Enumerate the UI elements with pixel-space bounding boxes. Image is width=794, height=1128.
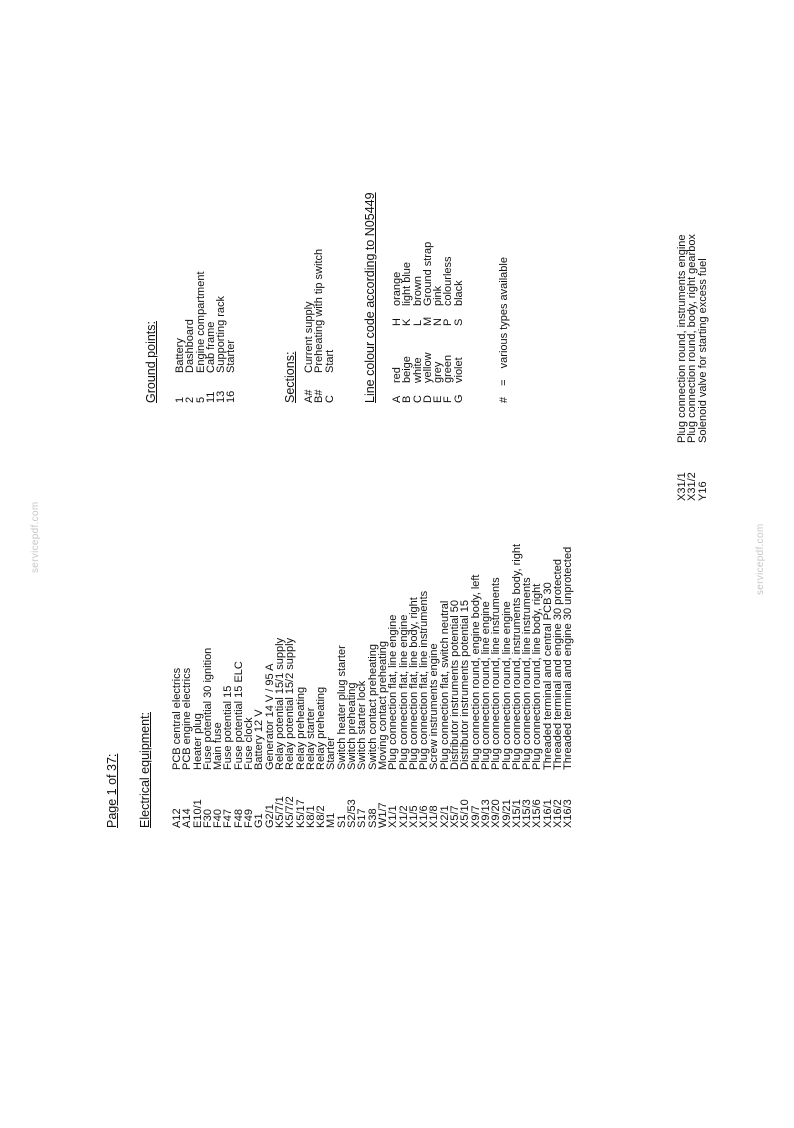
item-code: A14 xyxy=(181,808,194,828)
item-code: K8/2 xyxy=(315,805,328,828)
colour-name: black xyxy=(452,280,465,306)
item-code: W1/7 xyxy=(376,802,389,828)
item-code: 2 xyxy=(184,396,197,403)
section-item xyxy=(325,249,335,403)
item-description: Plug connection flat, switch neutral xyxy=(438,600,451,770)
note-text: various types available xyxy=(498,257,510,369)
item-description: Plug connection flat, line body, right xyxy=(407,597,420,770)
item-code: X1/1 xyxy=(387,805,400,828)
item-description: Plug connection round, line engine xyxy=(479,601,492,770)
item-code: 5 xyxy=(194,396,207,403)
sections-heading: Sections: xyxy=(283,351,297,403)
item-description: Start xyxy=(323,349,336,373)
equipment-item xyxy=(244,544,254,828)
line-colour-code-list xyxy=(392,242,464,403)
item-description: Plug connection round, instruments engine xyxy=(676,234,688,443)
item-description: Threaded terminal and engine 30 protected xyxy=(551,559,564,770)
equipment-item xyxy=(234,544,244,828)
item-description: Moving contact preheating xyxy=(376,640,389,770)
item-code: X5/7 xyxy=(449,805,462,828)
item-description: Fuse potential 15 ELC xyxy=(232,661,245,770)
colour-code-letter: H xyxy=(391,318,403,326)
line-colour-item xyxy=(454,242,464,403)
item-code: F49 xyxy=(243,809,256,828)
colour-name: red xyxy=(391,367,403,383)
item-code: X15/6 xyxy=(531,799,544,828)
item-description: Switch starter lock xyxy=(356,680,369,770)
item-description: Generator 14 V / 95 A xyxy=(263,663,276,770)
equipment-item xyxy=(203,544,213,828)
colour-code-letter: B xyxy=(401,395,414,403)
equipment-item xyxy=(182,544,192,828)
equipment-item xyxy=(296,544,306,828)
item-description: Heater plug xyxy=(191,713,204,770)
item-description: Plug connection round, engine body, left xyxy=(469,574,482,770)
item-code: K8/1 xyxy=(304,805,317,828)
ground-points-heading: Ground points: xyxy=(144,321,158,403)
item-code: K5/7/2 xyxy=(284,796,297,828)
item-description: Fuse potential 30 ignition xyxy=(201,647,214,770)
colour-name: grey xyxy=(432,361,445,383)
item-description: Screw instruments engine xyxy=(428,643,441,770)
item-code: K5/7/1 xyxy=(273,796,286,828)
item-code: G1 xyxy=(253,813,266,828)
item-description: Fuse clock xyxy=(243,717,256,770)
item-code: X9/21 xyxy=(500,799,513,828)
item-description: Current supply xyxy=(303,301,315,373)
colour-code-letter: L xyxy=(411,319,424,326)
item-description: Plug connection flat, line instruments xyxy=(418,590,431,770)
item-code: S17 xyxy=(356,808,369,828)
colour-name: yellow xyxy=(421,352,434,383)
item-code: X16/3 xyxy=(562,799,575,828)
colour-name: pink xyxy=(432,285,445,306)
item-code: X16/2 xyxy=(551,799,564,828)
item-description: Supporting rack xyxy=(215,295,228,373)
item-code: S1 xyxy=(335,814,348,828)
item-description: Plug connection round, line instruments xyxy=(521,577,534,770)
item-description: Relay potential 15/1 supply xyxy=(273,637,286,770)
item-code: A# xyxy=(303,389,315,403)
item-description: Switch heater plug starter xyxy=(335,645,348,770)
sections-list xyxy=(304,249,335,403)
item-code: X31/2 xyxy=(686,472,699,501)
item-code: X15/1 xyxy=(510,799,523,828)
item-code: 16 xyxy=(225,390,238,403)
item-description: Switch preheating xyxy=(346,682,359,770)
item-code: X1/6 xyxy=(418,805,431,828)
equipment-item xyxy=(698,234,708,501)
item-code: G2/1 xyxy=(263,804,276,828)
colour-code-letter: A xyxy=(391,395,403,403)
ground-point-item xyxy=(226,272,236,404)
item-code: X9/7 xyxy=(469,805,482,828)
electrical-equipment-list xyxy=(172,544,574,828)
equipment-item xyxy=(316,544,326,828)
colour-code-letter: E xyxy=(432,395,445,403)
item-code: E10/1 xyxy=(191,799,204,828)
item-code: X1/2 xyxy=(397,805,410,828)
colour-name: light blue xyxy=(401,261,414,306)
ground-points-list xyxy=(175,272,237,404)
line-colour-code-heading: Line colour code according to N05449 xyxy=(363,192,377,403)
item-description: Threaded terminal and engine 30 unprotected xyxy=(562,546,575,770)
colour-code-letter: N xyxy=(432,318,445,326)
item-description: Battery 12 V xyxy=(253,709,266,770)
item-description: Relay preheating xyxy=(294,686,307,770)
colour-code-letter: D xyxy=(421,395,434,403)
note-equals: = xyxy=(498,379,510,386)
item-code: K5/17 xyxy=(294,799,307,828)
item-code: X5/10 xyxy=(459,799,472,828)
item-description: Preheating with tip switch xyxy=(313,248,326,373)
item-code: S2/53 xyxy=(346,799,359,828)
item-description: PCB engine electrics xyxy=(181,667,194,770)
item-code: 13 xyxy=(215,390,228,403)
item-description: Distributor instruments potential 50 xyxy=(449,600,462,770)
item-description: Engine compartment xyxy=(194,271,207,373)
colour-name: colourless xyxy=(442,256,455,306)
item-description: Dashboard xyxy=(184,319,197,373)
item-code: X16/1 xyxy=(541,799,554,828)
item-code: F47 xyxy=(222,809,235,828)
item-description: Starter xyxy=(225,339,238,373)
colour-code-letter: F xyxy=(442,396,455,403)
colour-name: beige xyxy=(401,356,414,383)
item-description: Switch contact preheating xyxy=(366,644,379,770)
colour-name: white xyxy=(411,357,424,383)
note-symbol: # xyxy=(498,396,510,403)
colour-code-letter: M xyxy=(421,316,434,326)
item-description: Main fuse xyxy=(212,722,225,770)
colour-name: violet xyxy=(452,357,465,383)
item-code: 1 xyxy=(174,396,186,403)
item-code: F40 xyxy=(212,809,225,828)
item-description: Starter xyxy=(325,736,338,770)
item-description: Plug connection flat, line engine xyxy=(387,614,400,770)
item-code: X9/13 xyxy=(479,799,492,828)
electrical-equipment-heading: Electrical equipment: xyxy=(138,711,152,828)
colour-name: Ground strap xyxy=(421,241,434,306)
electrical-equipment-list-continued xyxy=(677,234,708,501)
item-code: C xyxy=(323,395,336,403)
item-code: X2/1 xyxy=(438,805,451,828)
item-description: Threaded terminal and central PCB 30 xyxy=(541,582,554,770)
item-description: Solenoid valve for starting excess fuel xyxy=(696,258,709,443)
item-description: Relay preheating xyxy=(315,686,328,770)
item-description: Plug connection flat, line engine xyxy=(397,614,410,770)
colour-code-letter: K xyxy=(401,318,414,326)
item-code: X9/20 xyxy=(490,799,503,828)
item-code: F30 xyxy=(201,809,214,828)
item-description: Plug connection round, line engine xyxy=(500,601,513,770)
item-code: X31/1 xyxy=(676,472,688,501)
colour-code-letter: C xyxy=(411,395,424,403)
item-description: Relay starter xyxy=(304,707,317,770)
equipment-item xyxy=(563,544,573,828)
item-description: Plug connection round, line body, right xyxy=(531,583,544,770)
item-description: Plug connection round, body, right gearbox xyxy=(686,234,699,443)
item-code: X1/8 xyxy=(428,805,441,828)
item-code: F48 xyxy=(232,809,245,828)
item-description: Plug connection round, line instruments xyxy=(490,577,503,770)
item-code: X1/5 xyxy=(407,805,420,828)
watermark-bottom: servicepdf.com xyxy=(755,523,766,595)
item-code: A12 xyxy=(171,808,183,828)
item-code: X15/3 xyxy=(521,799,534,828)
item-description: Fuse potential 15 xyxy=(222,685,235,770)
item-code: S38 xyxy=(366,808,379,828)
item-description: Battery xyxy=(174,338,186,373)
line-colour-code-note xyxy=(498,257,510,403)
watermark-top: servicepdf.com xyxy=(30,501,41,573)
ground-point-item xyxy=(216,272,226,404)
item-description: Cab frame xyxy=(204,321,217,373)
item-code: M1 xyxy=(325,812,338,828)
page-label: Page 1 of 37: xyxy=(105,753,119,828)
item-description: Plug connection round, instruments body, right xyxy=(510,543,523,770)
colour-code-letter: S xyxy=(452,318,465,326)
colour-name: green xyxy=(442,354,455,383)
colour-code-letter: P xyxy=(442,318,455,326)
colour-code-letter: G xyxy=(452,394,465,403)
item-description: Relay potential 15/2 supply xyxy=(284,637,297,770)
item-description: PCB central electrics xyxy=(171,667,183,770)
item-code: B# xyxy=(313,389,326,403)
colour-name: brown xyxy=(411,276,424,306)
item-description: Distributor instruments potential 15 xyxy=(459,600,472,770)
item-code: Y16 xyxy=(696,481,709,501)
colour-name: orange xyxy=(391,271,403,306)
item-code: 11 xyxy=(204,391,217,403)
section-item xyxy=(314,249,324,403)
